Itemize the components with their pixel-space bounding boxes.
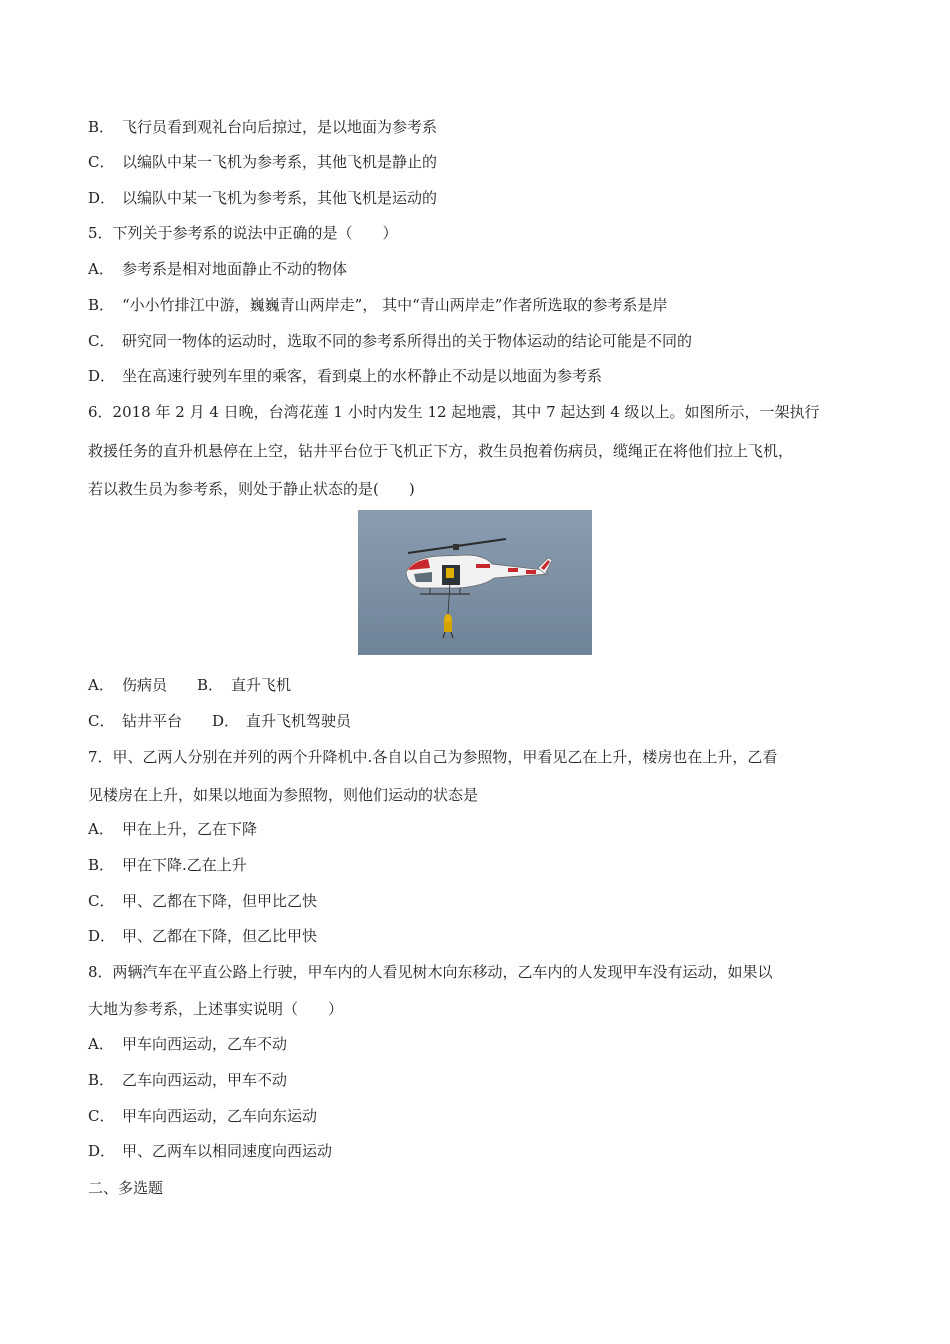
helicopter-rescue-icon xyxy=(358,510,592,655)
helicopter-rescue-figure xyxy=(358,510,592,655)
q8-option-a: A． 甲车向西运动，乙车不动 xyxy=(88,1035,288,1053)
q8-option-c: C． 甲车向西运动，乙车向东运动 xyxy=(88,1107,318,1125)
option-d-prev: D． 以编队中某一飞机为参考系，其他飞机是运动的 xyxy=(88,189,438,207)
question-6-line-1: 6．2018 年 2 月 4 日晚，台湾花莲 1 小时内发生 12 起地震，其中 7 起达到 4 级以上。如图所示，一架执行 xyxy=(88,403,820,421)
q8-option-d: D． 甲、乙两车以相同速度向西运动 xyxy=(88,1142,333,1160)
q5-option-d: D． 坐在高速行驶列车里的乘客，看到桌上的水杯静止不动是以地面为参考系 xyxy=(88,367,603,385)
q6-options-cd: C． 钻井平台 D． 直升飞机驾驶员 xyxy=(88,712,352,730)
q6-options-ab: A． 伤病员 B． 直升飞机 xyxy=(88,676,292,694)
question-5: 5．下列关于参考系的说法中正确的是（ ） xyxy=(88,224,398,242)
q7-option-d: D． 甲、乙都在下降，但乙比甲快 xyxy=(88,927,318,945)
q7-option-b: B． 甲在下降.乙在上升 xyxy=(88,856,247,874)
question-7-line-2: 见楼房在上升，如果以地面为参照物，则他们运动的状态是 xyxy=(88,786,479,804)
option-b-prev: B． 飞行员看到观礼台向后掠过，是以地面为参考系 xyxy=(88,118,438,136)
question-7-line-1: 7．甲、乙两人分别在并列的两个升降机中.各自以自己为参照物，甲看见乙在上升，楼房也在上升，乙看 xyxy=(88,748,778,766)
q5-option-c: C． 研究同一物体的运动时，选取不同的参考系所得出的关于物体运动的结论可能是不同的 xyxy=(88,332,693,350)
option-c-prev: C． 以编队中某一飞机为参考系，其他飞机是静止的 xyxy=(88,153,438,171)
question-6-line-2: 救援任务的直升机悬停在上空，钻井平台位于飞机正下方，救生员抱着伤病员，缆绳正在将他们拉上飞机， xyxy=(88,442,794,460)
q5-option-b: B． “小小竹排江中游，巍巍青山两岸走”， 其中“青山两岸走”作者所选取的参考系是岸 xyxy=(88,296,668,314)
q7-option-a: A． 甲在上升，乙在下降 xyxy=(88,820,258,838)
question-8-line-2: 大地为参考系，上述事实说明（ ） xyxy=(88,1000,344,1018)
q8-option-b: B． 乙车向西运动，甲车不动 xyxy=(88,1071,288,1089)
section-heading-multiple-choice: 二、多选题 xyxy=(88,1179,164,1197)
question-8-line-1: 8．两辆汽车在平直公路上行驶，甲车内的人看见树木向东移动，乙车内的人发现甲车没有运动，如果以 xyxy=(88,963,773,981)
q7-option-c: C． 甲、乙都在下降，但甲比乙快 xyxy=(88,892,318,910)
question-6-line-3: 若以救生员为参考系，则处于静止状态的是( ) xyxy=(88,480,415,498)
q5-option-a: A． 参考系是相对地面静止不动的物体 xyxy=(88,260,348,278)
